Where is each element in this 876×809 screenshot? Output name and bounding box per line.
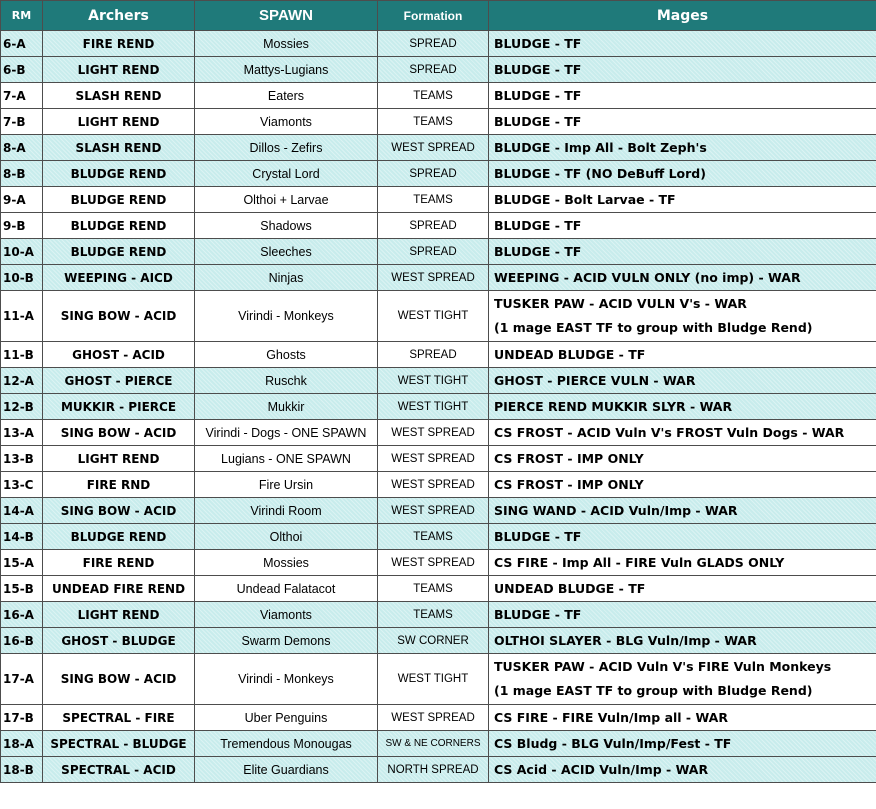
table-row (1, 31, 876, 57)
archers-cell: GHOST - ACID (43, 342, 195, 368)
mages-cell (489, 265, 876, 291)
formation-cell: WEST SPREAD (378, 705, 489, 731)
formation-cell: WEST TIGHT (378, 291, 489, 342)
mages-cell (489, 446, 876, 472)
mages-line: BLUDGE - TF (494, 87, 582, 103)
room-cell: 18-B (1, 757, 43, 783)
archers-cell: SING BOW - ACID (43, 291, 195, 342)
mages-cell (489, 602, 876, 628)
room-cell: 8-B (1, 161, 43, 187)
table-row (1, 291, 876, 342)
archers-cell: SLASH REND (43, 83, 195, 109)
spawn-cell: Lugians - ONE SPAWN (195, 446, 378, 472)
mages-cell (489, 135, 876, 161)
archers-cell: GHOST - PIERCE (43, 368, 195, 394)
mages-line: UNDEAD BLUDGE - TF (494, 580, 646, 596)
room-cell: 8-A (1, 135, 43, 161)
room-cell: 7-A (1, 83, 43, 109)
mages-line: BLUDGE - TF (494, 528, 582, 544)
room-cell: 12-B (1, 394, 43, 420)
archers-cell: BLUDGE REND (43, 239, 195, 265)
header-formation: Formation (378, 1, 489, 31)
spawn-cell: Undead Falatacot (195, 576, 378, 602)
room-cell: 7-B (1, 109, 43, 135)
room-cell: 16-A (1, 602, 43, 628)
formation-cell: WEST SPREAD (378, 550, 489, 576)
mages-line: TUSKER PAW - ACID Vuln V's FIRE Vuln Monkeys (494, 659, 832, 674)
spawn-cell: Olthoi + Larvae (195, 187, 378, 213)
mages-line: CS Bludg - BLG Vuln/Imp/Fest - TF (494, 735, 732, 751)
mages-cell (489, 83, 876, 109)
archers-cell: SPECTRAL - BLUDGE (43, 731, 195, 757)
spawn-cell: Sleeches (195, 239, 378, 265)
mages-line: UNDEAD BLUDGE - TF (494, 346, 646, 362)
table-row (1, 602, 876, 628)
mages-line: GHOST - PIERCE VULN - WAR (494, 372, 696, 388)
table-row (1, 628, 876, 654)
archers-cell: GHOST - BLUDGE (43, 628, 195, 654)
table-row (1, 524, 876, 550)
mages-cell (489, 161, 876, 187)
table-row (1, 187, 876, 213)
mages-cell (489, 109, 876, 135)
room-cell: 14-B (1, 524, 43, 550)
room-cell: 13-B (1, 446, 43, 472)
mages-cell (489, 291, 876, 342)
formation-cell: TEAMS (378, 602, 489, 628)
archers-cell: LIGHT REND (43, 57, 195, 83)
mages-cell (489, 628, 876, 654)
mages-line: CS FIRE - Imp All - FIRE Vuln GLADS ONLY (494, 554, 785, 570)
mages-line: CS FIRE - FIRE Vuln/Imp all - WAR (494, 709, 728, 725)
spawn-cell: Virindi - Dogs - ONE SPAWN (195, 420, 378, 446)
archers-cell: BLUDGE REND (43, 524, 195, 550)
table-row (1, 135, 876, 161)
room-cell: 11-B (1, 342, 43, 368)
archers-cell: LIGHT REND (43, 602, 195, 628)
header-spawn: SPAWN (195, 1, 378, 31)
mages-line: BLUDGE - TF (494, 243, 582, 259)
table-row (1, 57, 876, 83)
table-row (1, 446, 876, 472)
table-row (1, 654, 876, 705)
archers-cell: UNDEAD FIRE REND (43, 576, 195, 602)
room-cell: 17-A (1, 654, 43, 705)
table-row (1, 705, 876, 731)
spawn-cell: Ghosts (195, 342, 378, 368)
archers-cell: SLASH REND (43, 135, 195, 161)
table-body (1, 31, 876, 783)
spawn-cell: Ruschk (195, 368, 378, 394)
mages-line: BLUDGE - Imp All - Bolt Zeph's (494, 139, 707, 155)
spawn-cell: Elite Guardians (195, 757, 378, 783)
mages-line: BLUDGE - TF (494, 606, 582, 622)
spawn-cell: Mossies (195, 550, 378, 576)
room-cell: 6-A (1, 31, 43, 57)
formation-cell: SPREAD (378, 239, 489, 265)
spawn-cell: Olthoi (195, 524, 378, 550)
archers-cell: MUKKIR - PIERCE (43, 394, 195, 420)
mages-line: BLUDGE - TF (494, 217, 582, 233)
mages-line: CS FROST - ACID Vuln V's FROST Vuln Dogs - WAR (494, 424, 845, 440)
table-row (1, 420, 876, 446)
header-rm: RM (1, 1, 43, 31)
formation-cell: WEST SPREAD (378, 498, 489, 524)
mages-line: OLTHOI SLAYER - BLG Vuln/Imp - WAR (494, 632, 757, 648)
mages-cell (489, 705, 876, 731)
archers-cell: FIRE REND (43, 31, 195, 57)
archers-cell: SPECTRAL - ACID (43, 757, 195, 783)
mages-cell (489, 550, 876, 576)
spawn-cell: Crystal Lord (195, 161, 378, 187)
table-row (1, 576, 876, 602)
mages-cell (489, 472, 876, 498)
mages-line: CS FROST - IMP ONLY (494, 450, 644, 466)
spawn-cell: Tremendous Monougas (195, 731, 378, 757)
mages-line: PIERCE REND MUKKIR SLYR - WAR (494, 398, 733, 414)
room-cell: 6-B (1, 57, 43, 83)
room-cell: 15-B (1, 576, 43, 602)
spawn-cell: Viamonts (195, 109, 378, 135)
formation-cell: SPREAD (378, 213, 489, 239)
formation-cell: NORTH SPREAD (378, 757, 489, 783)
spawn-cell: Ninjas (195, 265, 378, 291)
mages-line: BLUDGE - Bolt Larvae - TF (494, 191, 676, 207)
header-mages: Mages (489, 1, 876, 31)
formation-cell: SW & NE CORNERS (378, 731, 489, 757)
room-cell: 9-A (1, 187, 43, 213)
formation-cell: SPREAD (378, 57, 489, 83)
mages-line: (1 mage EAST TF to group with Bludge Rend) (494, 683, 813, 698)
mages-cell (489, 524, 876, 550)
mages-cell (489, 187, 876, 213)
formation-cell: WEST SPREAD (378, 420, 489, 446)
mages-line: BLUDGE - TF (494, 61, 582, 77)
spawn-cell: Uber Penguins (195, 705, 378, 731)
table-row (1, 213, 876, 239)
archers-cell: SING BOW - ACID (43, 498, 195, 524)
formation-cell: SPREAD (378, 31, 489, 57)
mages-line: TUSKER PAW - ACID VULN V's - WAR (494, 296, 747, 311)
table-row (1, 368, 876, 394)
table-row (1, 83, 876, 109)
table-row (1, 265, 876, 291)
table-row (1, 239, 876, 265)
room-cell: 11-A (1, 291, 43, 342)
room-cell: 17-B (1, 705, 43, 731)
mages-cell (489, 239, 876, 265)
formation-cell: WEST TIGHT (378, 654, 489, 705)
formation-cell: WEST SPREAD (378, 472, 489, 498)
archers-cell: SPECTRAL - FIRE (43, 705, 195, 731)
room-cell: 10-B (1, 265, 43, 291)
formation-cell: SW CORNER (378, 628, 489, 654)
mages-line: BLUDGE - TF (NO DeBuff Lord) (494, 165, 706, 181)
spawn-cell: Virindi - Monkeys (195, 291, 378, 342)
table-row (1, 498, 876, 524)
room-cell: 13-C (1, 472, 43, 498)
mages-cell (489, 31, 876, 57)
formation-cell: WEST SPREAD (378, 446, 489, 472)
room-cell: 14-A (1, 498, 43, 524)
header-row (1, 1, 876, 31)
formation-cell: WEST SPREAD (378, 265, 489, 291)
spawn-cell: Eaters (195, 83, 378, 109)
spawn-cell: Dillos - Zefirs (195, 135, 378, 161)
mages-cell (489, 342, 876, 368)
table-row (1, 161, 876, 187)
spawn-cell: Swarm Demons (195, 628, 378, 654)
formation-cell: TEAMS (378, 187, 489, 213)
spawn-cell: Mukkir (195, 394, 378, 420)
room-cell: 12-A (1, 368, 43, 394)
table-row (1, 342, 876, 368)
formation-cell: WEST SPREAD (378, 135, 489, 161)
archers-cell: FIRE REND (43, 550, 195, 576)
mages-line: CS Acid - ACID Vuln/Imp - WAR (494, 761, 709, 777)
mages-line: WEEPING - ACID VULN ONLY (no imp) - WAR (494, 269, 801, 285)
spawn-cell: Mattys-Lugians (195, 57, 378, 83)
table-row (1, 472, 876, 498)
formation-cell: TEAMS (378, 83, 489, 109)
table-row (1, 731, 876, 757)
formation-cell: WEST TIGHT (378, 394, 489, 420)
formation-cell: SPREAD (378, 342, 489, 368)
mages-line: CS FROST - IMP ONLY (494, 476, 644, 492)
spawn-cell: Shadows (195, 213, 378, 239)
spawn-cell: Mossies (195, 31, 378, 57)
archers-cell: WEEPING - AICD (43, 265, 195, 291)
room-cell: 10-A (1, 239, 43, 265)
room-cell: 18-A (1, 731, 43, 757)
spawn-cell: Fire Ursin (195, 472, 378, 498)
mages-cell (489, 576, 876, 602)
spawn-cell: Viamonts (195, 602, 378, 628)
mages-cell (489, 213, 876, 239)
formation-cell: TEAMS (378, 576, 489, 602)
formation-cell: TEAMS (378, 524, 489, 550)
header-archers: Archers (43, 1, 195, 31)
table-row (1, 550, 876, 576)
mages-line: SING WAND - ACID Vuln/Imp - WAR (494, 502, 738, 518)
room-cell: 9-B (1, 213, 43, 239)
archers-cell: LIGHT REND (43, 109, 195, 135)
formation-cell: WEST TIGHT (378, 368, 489, 394)
mages-cell (489, 394, 876, 420)
mages-cell (489, 57, 876, 83)
formation-cell: SPREAD (378, 161, 489, 187)
room-cell: 13-A (1, 420, 43, 446)
mages-line: BLUDGE - TF (494, 35, 582, 51)
mages-cell (489, 731, 876, 757)
room-cell: 15-A (1, 550, 43, 576)
mages-line: (1 mage EAST TF to group with Bludge Rend) (494, 320, 813, 335)
formation-cell: TEAMS (378, 109, 489, 135)
archers-cell: BLUDGE REND (43, 213, 195, 239)
table-row (1, 109, 876, 135)
mages-cell (489, 498, 876, 524)
archers-cell: BLUDGE REND (43, 161, 195, 187)
table-row (1, 394, 876, 420)
spawn-cell: Virindi - Monkeys (195, 654, 378, 705)
spawn-cell: Virindi Room (195, 498, 378, 524)
archers-cell: FIRE RND (43, 472, 195, 498)
mages-cell (489, 757, 876, 783)
table-row (1, 757, 876, 783)
archers-cell: LIGHT REND (43, 446, 195, 472)
archers-cell: BLUDGE REND (43, 187, 195, 213)
archers-cell: SING BOW - ACID (43, 654, 195, 705)
room-cell: 16-B (1, 628, 43, 654)
mages-cell (489, 420, 876, 446)
mages-cell (489, 654, 876, 705)
mages-cell (489, 368, 876, 394)
archers-cell: SING BOW - ACID (43, 420, 195, 446)
mages-line: BLUDGE - TF (494, 113, 582, 129)
